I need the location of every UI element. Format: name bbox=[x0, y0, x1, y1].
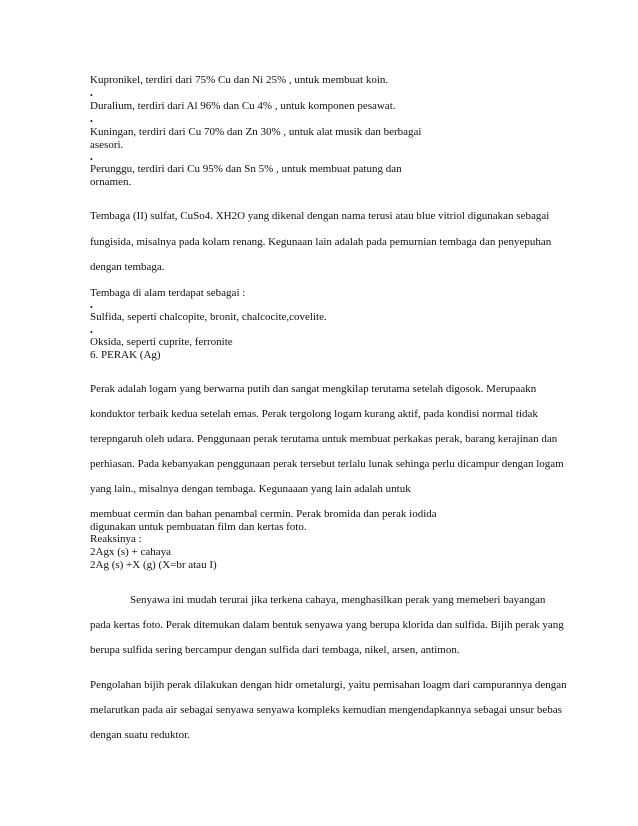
sulfida-line: Sulfida, seperti chalcopite, bronit, chalcocite,covelite. bbox=[90, 311, 327, 323]
senyawa-line-3: berupa sulfida sering bercampur dengan sulfida dari tembaga, nikel, arsen, antimon. bbox=[90, 644, 460, 656]
oksida-line: Oksida, seperti cuprite, ferronite bbox=[90, 336, 233, 348]
perak-paragraph-line-5: yang lain., misalnya dengan tembaga. Kegunaaan yang lain adalah untuk bbox=[90, 483, 411, 495]
reaksi-line-1: 2Agx (s) + cahaya bbox=[90, 546, 172, 558]
perunggu-line-1: Perunggu, terdiri dari Cu 95% dan Sn 5% , untuk membuat patung dan bbox=[90, 163, 402, 175]
senyawa-line-2: pada kertas foto. Perak ditemukan dalam bentuk senyawa yang berupa klorida dan sulfida. Bijih perak yang bbox=[90, 619, 564, 631]
reaksi-line-2: 2Ag (s) +X (g) (X=br atau I) bbox=[90, 559, 217, 571]
kuningan-line-1: Kuningan, terdiri dari Cu 70% dan Zn 30% , untuk alat musik dan berbagai bbox=[90, 126, 422, 138]
tembaga-alam-intro: Tembaga di alam terdapat sebagai : bbox=[90, 287, 246, 299]
perak-paragraph-line-2: konduktor terbaik kedua setelah emas. Perak tergolong logam kurang aktif, pada kondisi normal tidak bbox=[90, 408, 538, 420]
perak-paragraph-line-7: digunakan untuk pembuatan film dan kertas foto. bbox=[90, 521, 307, 533]
section-heading-perak: 6. PERAK (Ag) bbox=[90, 349, 161, 361]
bullet: • bbox=[90, 91, 93, 100]
kuningan-line-2: asesori. bbox=[90, 139, 124, 151]
pengolahan-line-1: Pengolahan bijih perak dilakukan dengan hidr ometalurgi, yaitu pemisahan loagm dari campurannya dengan bbox=[90, 679, 567, 691]
bullet: • bbox=[90, 117, 93, 126]
tembaga-sulfat-line-2: fungisida, misalnya pada kolam renang. Kegunaan lain adalah pada pemurnian tembaga dan penyepuhan bbox=[90, 236, 552, 248]
kupronikel-line: Kupronikel, terdiri dari 75% Cu dan Ni 25% , untuk membuat koin. bbox=[90, 74, 389, 86]
duralium-line: Duralium, terdiri dari Al 96% dan Cu 4% , untuk komponen pesawat. bbox=[90, 100, 396, 112]
perak-paragraph-line-3: terepngaruh oleh udara. Penggunaan perak terutama untuk membuat perkakas perak, barang kerajinan dan bbox=[90, 433, 558, 445]
reaksi-label: Reaksinya : bbox=[90, 533, 142, 545]
tembaga-sulfat-line-1: Tembaga (II) sulfat, CuSo4. XH2O yang dikenal dengan nama terusi atau blue vitriol digunakan sebagai bbox=[90, 210, 550, 222]
tembaga-sulfat-line-3: dengan tembaga. bbox=[90, 261, 165, 273]
senyawa-line-1: Senyawa ini mudah terurai jika terkena cahaya, menghasilkan perak yang memeberi bayangan bbox=[130, 594, 546, 606]
bullet: • bbox=[90, 303, 93, 312]
perak-paragraph-line-4: perhiasan. Pada kebanyakan penggunaan perak tersebut terlalu lunak sehinga perlu dicampur dengan logam bbox=[90, 458, 564, 470]
bullet: • bbox=[90, 328, 93, 337]
pengolahan-line-3: dengan suatu reduktor. bbox=[90, 729, 190, 741]
perunggu-line-2: ornamen. bbox=[90, 176, 132, 188]
perak-paragraph-line-6: membuat cermin dan bahan penambal cermin. Perak bromida dan perak iodida bbox=[90, 508, 437, 520]
pengolahan-line-2: melarutkan pada air sebagai senyawa senyawa kompleks kemudian mengendapkannya sebagai unsur bebas bbox=[90, 704, 562, 716]
bullet: • bbox=[90, 155, 93, 164]
perak-paragraph-line-1: Perak adalah logam yang berwarna putih dan sangat mengkilap terutama setelah digosok. Merupaakn bbox=[90, 383, 537, 395]
